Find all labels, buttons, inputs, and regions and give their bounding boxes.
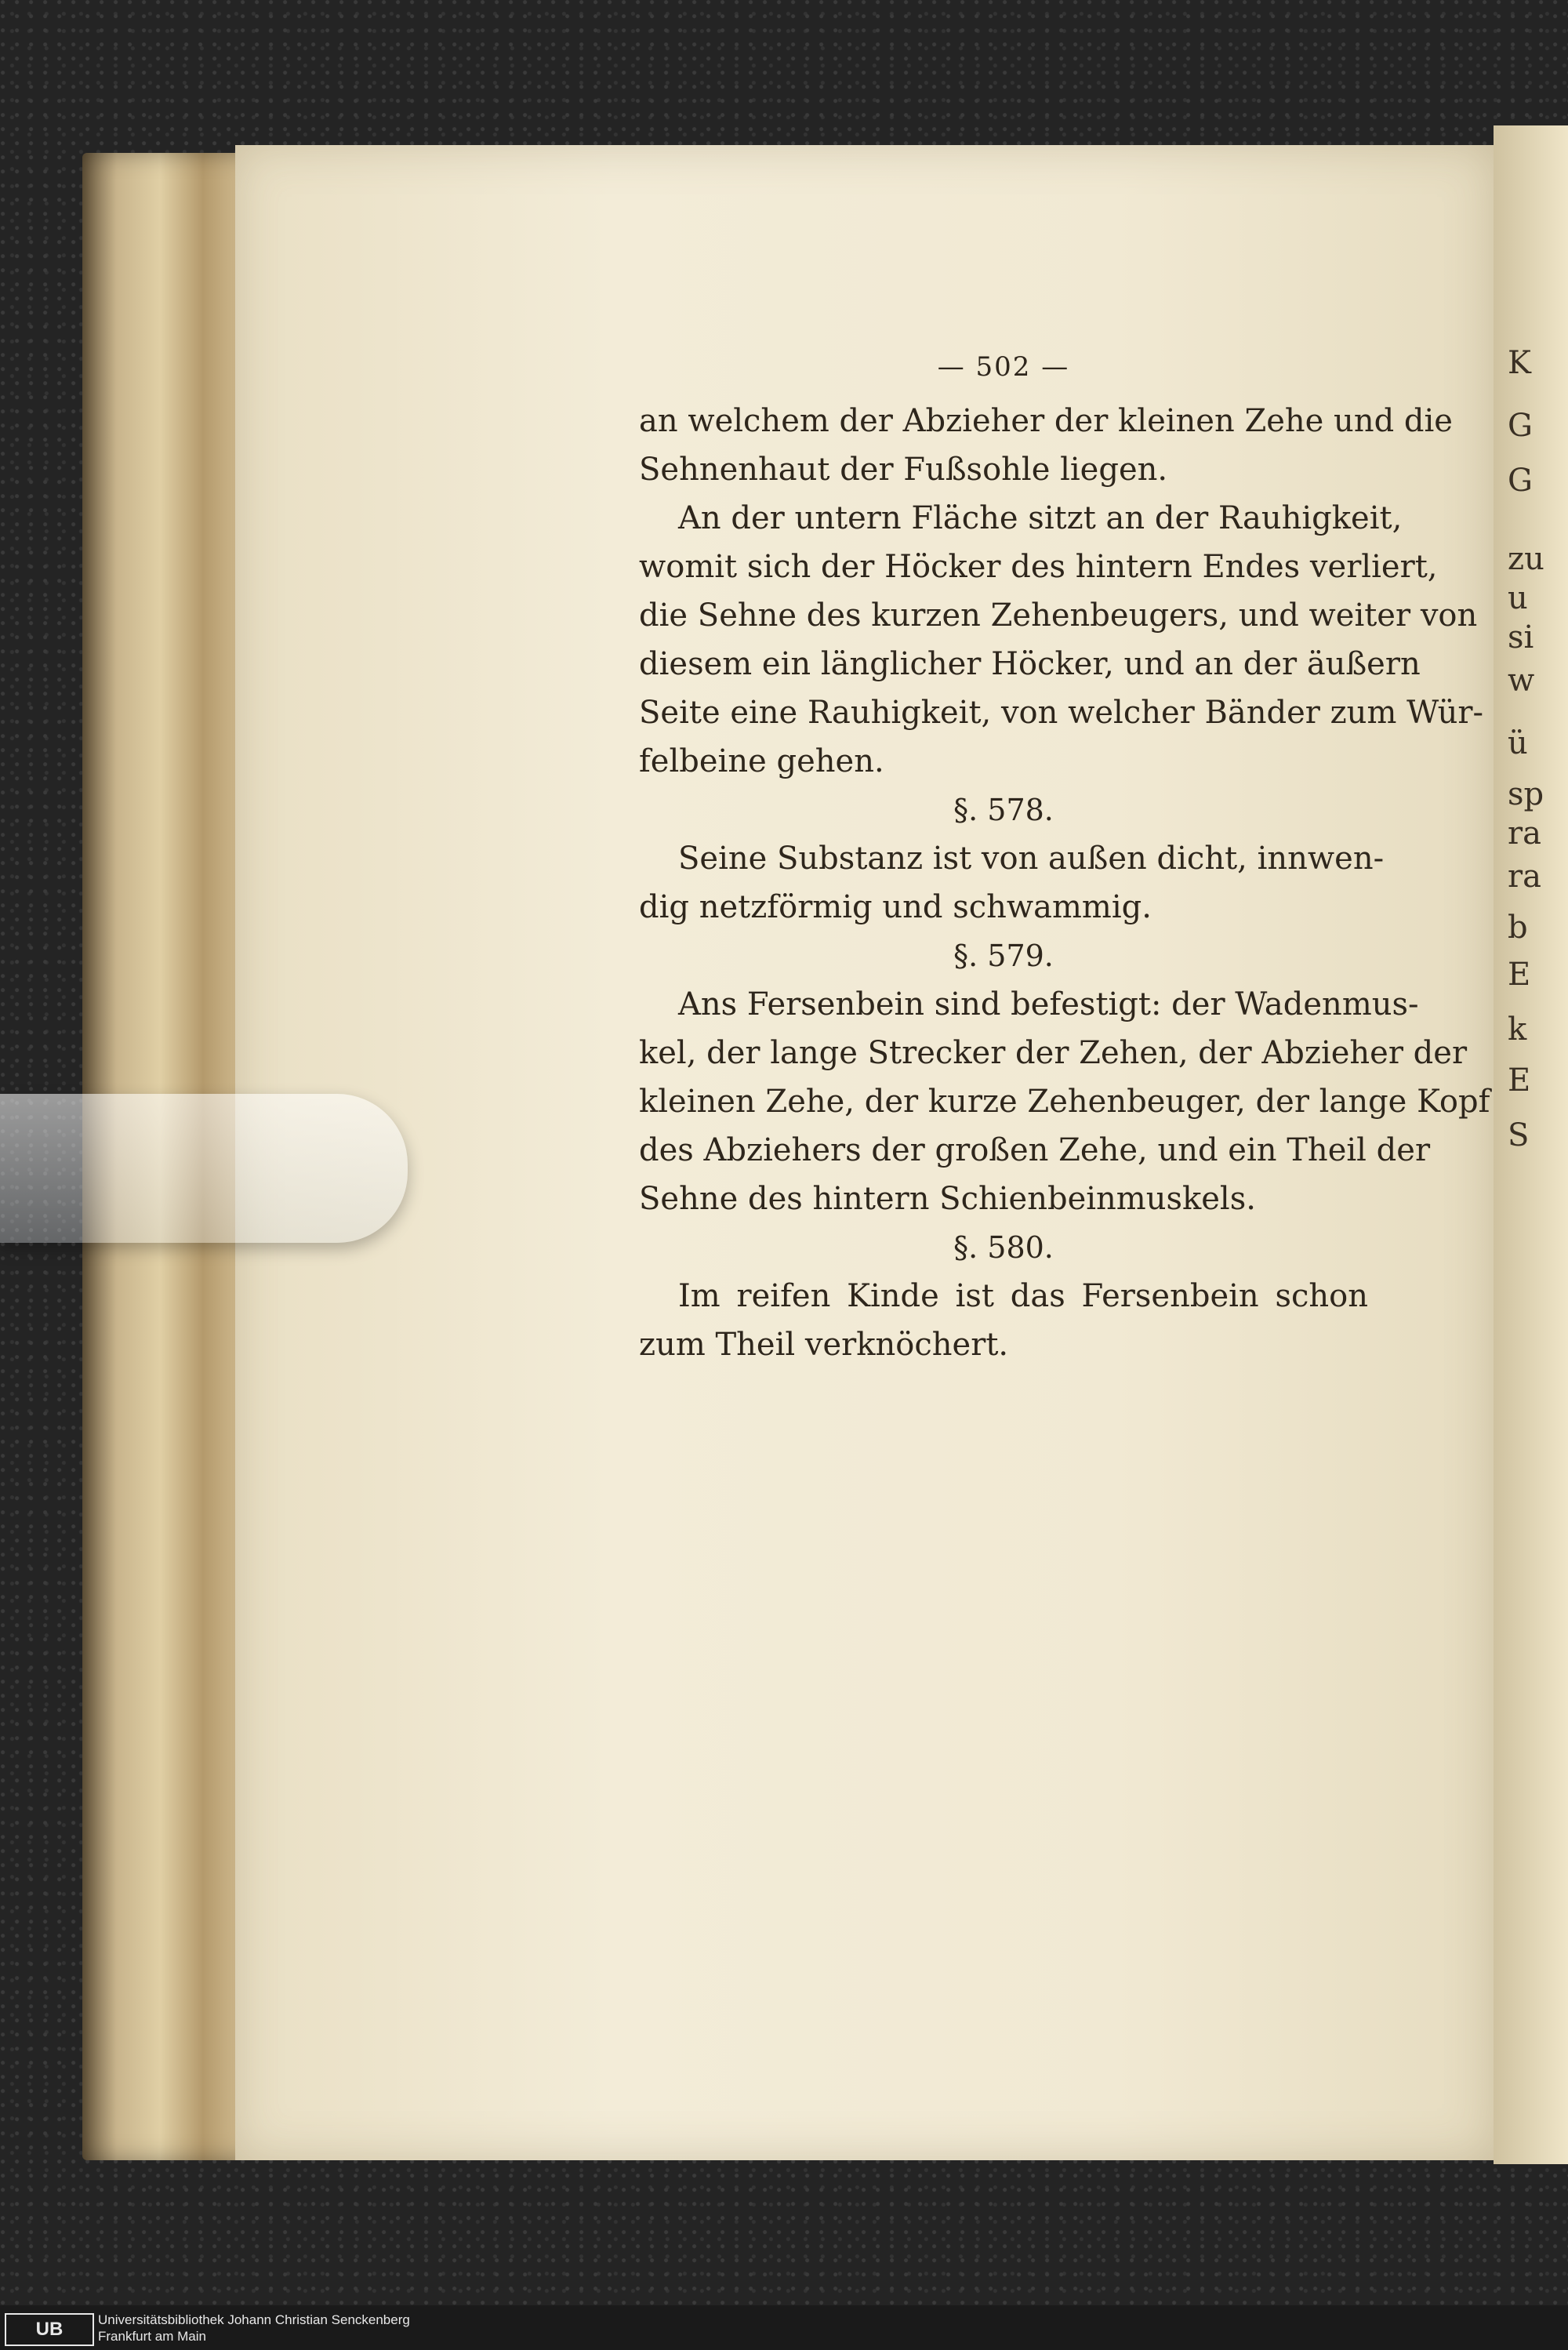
text-line: Im reifen Kinde ist das Fersenbein schon	[678, 1278, 1368, 1314]
text-line: kleinen Zehe, der kurze Zehenbeuger, der lange Kopf	[639, 1084, 1490, 1120]
text-line: die Sehne des kurzen Zehenbeugers, und weiter von	[639, 597, 1478, 634]
text-line: an welchem der Abzieher der kleinen Zehe und die	[639, 403, 1453, 439]
facing-page-fragment: E	[1508, 957, 1531, 993]
facing-page-fragment: sp	[1508, 776, 1544, 812]
facing-page-fragment: w	[1508, 663, 1535, 699]
text-line: dig netzförmig und schwammig.	[639, 889, 1152, 925]
facing-page-fragment: S	[1508, 1117, 1530, 1153]
section-heading-580: §. 580.	[953, 1230, 1054, 1265]
facing-page-fragment: K	[1508, 345, 1531, 381]
facing-page-edge	[1494, 125, 1568, 2164]
text-line: felbeine gehen.	[639, 743, 884, 779]
facing-page-fragment: k	[1508, 1012, 1527, 1048]
footer-credit	[98, 2312, 410, 2345]
footer-city: Frankfurt am Main	[98, 2329, 206, 2344]
paragraph-578	[639, 834, 1385, 932]
page-text	[639, 351, 1490, 1369]
footer-bar	[0, 2305, 1568, 2350]
section-heading-579: §. 579.	[953, 939, 1054, 973]
facing-page-fragment: ü	[1508, 725, 1528, 761]
paragraph-580	[639, 1272, 1368, 1369]
text-line: Ans Fersenbein sind befestigt: der Wadenmus-	[678, 986, 1419, 1022]
paragraph-1	[639, 397, 1483, 786]
facing-page-fragment: ra	[1508, 859, 1541, 895]
text-line: Sehne des hintern Schienbeinmuskels.	[639, 1181, 1256, 1217]
text-line: Seine Substanz ist von außen dicht, innwen-	[678, 841, 1385, 877]
facing-page-fragment: u	[1508, 580, 1528, 616]
text-line: diesem ein länglicher Höcker, und an der äußern	[639, 646, 1421, 682]
text-line: Seite eine Rauhigkeit, von welcher Bänder zum Wür-	[639, 695, 1483, 731]
facing-page-fragment: b	[1508, 910, 1528, 946]
facing-page-fragment: E	[1508, 1062, 1531, 1099]
facing-page-fragment: ra	[1508, 815, 1541, 852]
text-line: des Abziehers der großen Zehe, und ein Theil der	[639, 1132, 1431, 1168]
page-number: — 502 —	[937, 351, 1070, 383]
facing-page-fragment: si	[1508, 619, 1534, 656]
text-line: kel, der lange Strecker der Zehen, der Abzieher der	[639, 1035, 1468, 1071]
section-heading-578: §. 578.	[953, 793, 1054, 827]
facing-page-fragment: G	[1508, 408, 1533, 444]
text-line: Sehnenhaut der Fußsohle liegen.	[639, 452, 1168, 488]
glass-page-weight	[0, 1094, 408, 1243]
facing-page-fragment: G	[1508, 463, 1533, 499]
text-line: womit sich der Höcker des hintern Endes verliert,	[639, 549, 1438, 585]
paragraph-579	[639, 980, 1490, 1223]
text-line: zum Theil verknöchert.	[639, 1327, 1009, 1363]
library-logo[interactable]: UB	[5, 2313, 94, 2346]
text-line: An der untern Fläche sitzt an der Rauhigkeit,	[678, 500, 1403, 536]
facing-page-fragment: zu	[1508, 541, 1544, 577]
footer-institution: Universitätsbibliothek Johann Christian Senckenberg	[98, 2312, 410, 2327]
